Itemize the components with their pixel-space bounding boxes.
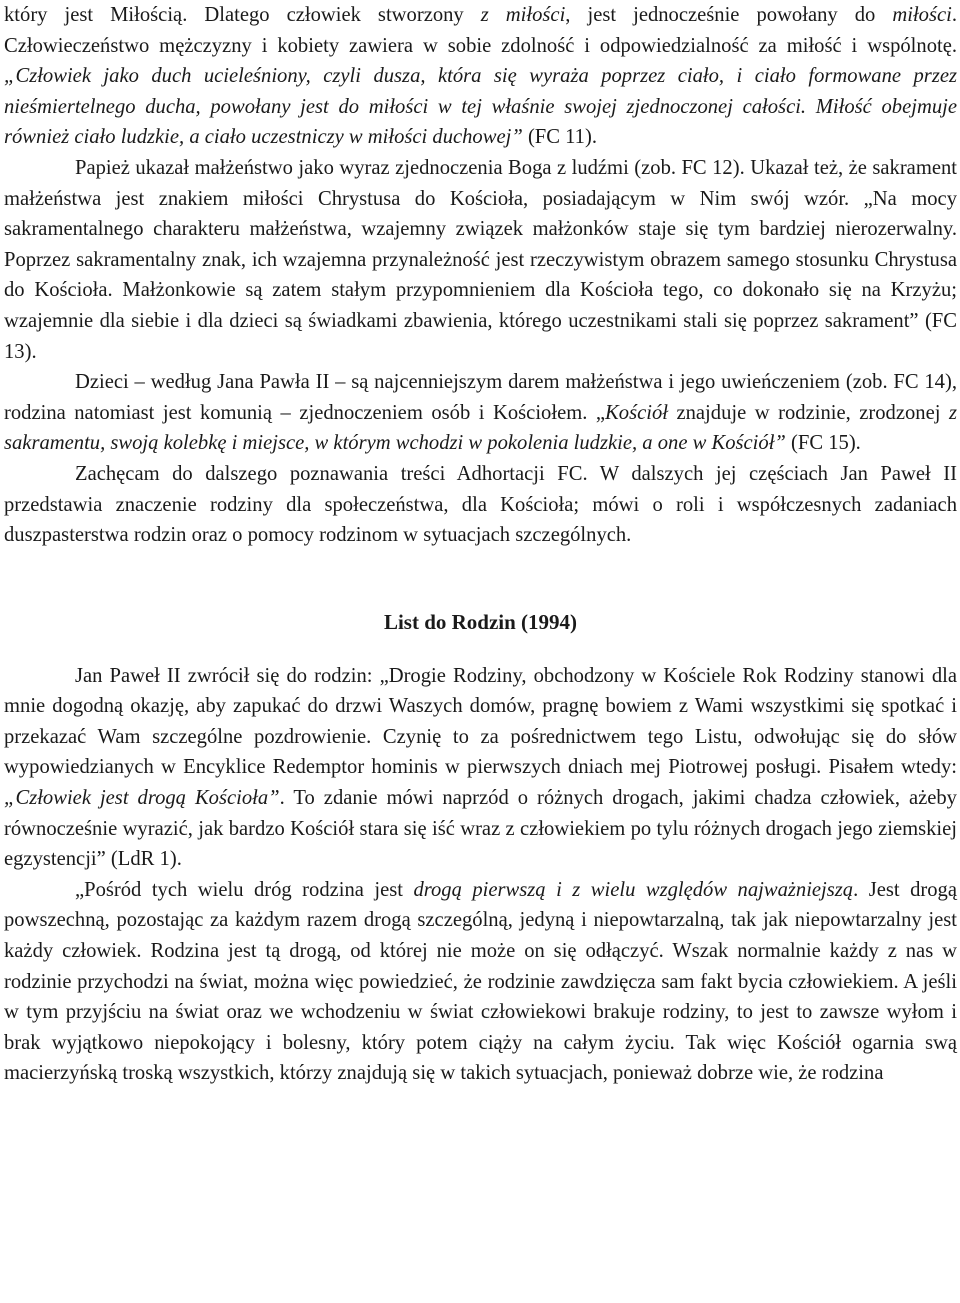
italic-run: Kościół (605, 401, 668, 424)
fc-section (4, 0, 957, 551)
text-run: (FC 11). (522, 126, 597, 149)
ldr-section (4, 607, 957, 1089)
paragraph-fc-love (4, 0, 957, 153)
text-run: Dzieci – według Jana Pawła II – są najcenniejszym darem małżeństwa i jego uwieńczeniem (zob. FC 14), rodzina natomiast jest komunią – zjednoczeniem osób i Kościołem. „ (4, 371, 957, 424)
text-run: . Jest drogą powszechną, pozostając za każdym razem drogą szczególną, jedyną i niepowtarzalną, tak jak niepowtarzalny jest każdy człowiek. Rodzina jest tą drogą, od której nie może on się odłączyć. Wszak normalnie każdy z nas w rodzinie przychodzi na świat, można więc powiedzieć, że rodzinie zawdzięcza sam fakt bycia człowiekiem. A jeśli w tym przyjściu na świat oraz we wchodzeniu w świat człowiekowi brakuje rodziny, to jest to zawsze wyłom i brak wyjątkowo niepokojący i bolesny, który potem ciąży na całym życiu. Tak więc Kościół ogarnia swą macierzyńską troską wszystkich, którzy znajdują się w takich sytuacjach, ponieważ dobrze wie, że rodzina (4, 878, 957, 1085)
paragraph-fc-children (4, 367, 957, 459)
italic-run: „Człowiek jest drogą Kościoła” (4, 787, 280, 810)
text-run: który jest Miłością. Dlatego człowiek stworzony (4, 4, 481, 26)
italic-run: miłości (892, 4, 952, 26)
text-run: . Człowieczeństwo mężczyzny i kobiety zawiera w sobie zdolność i odpowiedzialność za miłość i wspólnotę. (4, 4, 957, 57)
text-run: , jest jednocześnie powołany do (565, 4, 893, 26)
text-run: . To zdanie mówi naprzód o różnych drogach, jakimi chadza człowiek, ażeby równocześnie wyrazić, jak bardzo Kościół stara się iść wraz z człowiekiem po tylu różnych drogach jego ziemskiej egzystencji” (LdR 1). (4, 787, 957, 871)
text-run: „Pośród tych wielu dróg rodzina jest (75, 878, 414, 901)
text-run: Papież ukazał małżeństwo jako wyraz zjednoczenia Boga z ludźmi (zob. FC 12). Ukazał też, że sakrament małżeństwa jest znakiem miłości Chrystusa do Kościoła, posiadającym w Nim swój wzór. „Na mocy sakramentalnego charakteru małżeństwa, wzajemny związek małżonków staje się tym bardziej nierozerwalny. Poprzez sakramentalny znak, ich wzajemna przynależność jest rzeczywistym obrazem samego stosunku Chrystusa do Kościoła. Małżonkowie są zatem stałym przypomnieniem dla Kościoła tego, co dokonało się na Krzyżu; wzajemnie dla siebie i dla dzieci są świadkami zbawienia, którego uczestnikami stali się poprzez sakrament” (FC 13). (4, 156, 957, 363)
italic-run: z sakramentu, swoją kolebkę i miejsce, w którym wchodzi w pokolenia ludzkie, a one w Kościół” (4, 401, 957, 455)
italic-run: z miłości (480, 4, 566, 26)
text-run: Zachęcam do dalszego poznawania treści Adhortacji FC. W dalszych jej częściach Jan Paweł II przedstawia znaczenie rodziny dla społeczeństwa, dla Kościoła; mówi o roli i współczesnych zadaniach duszpasterstwa rodzin oraz o pomocy rodzinom w sytuacjach szczególnych. (4, 462, 957, 547)
paragraph-fc-sacrament (4, 153, 957, 367)
paragraph-fc-encouragement (4, 459, 957, 551)
italic-run: „Człowiek jako duch ucieleśniony, czyli dusza, która się wyraża poprzez ciało, i ciało formowane przez nieśmiertelnego ducha, powołany jest do miłości w tej właśnie swojej zjednoczonej całości. Miłość obejmuje również ciało ludzkie, a ciało uczestniczy w miłości duchowej” (4, 65, 957, 149)
text-run: Jan Paweł II zwrócił się do rodzin: „Drogie Rodziny, obchodzony w Kościele Rok Rodziny stanowi dla mnie dogodną okazję, aby zapukać do drzwi Waszych domów, pragnę bowiem z Wami wszystkimi się spotkać i przekazać Wam szczególne pozdrowienie. Czynię to za pośrednictwem tego Listu, odwołując się do słów wypowiedzianych w Encyklice Redemptor hominis w pierwszych dniach mej Piotrowej posługi. Pisałem wtedy: (4, 664, 957, 779)
italic-run: drogą pierwszą i z wielu względów najważniejszą (413, 878, 854, 901)
paragraph-ldr-way (4, 875, 957, 1089)
paragraph-ldr-greeting (4, 661, 957, 875)
text-run: znajduje w rodzinie, zrodzonej (667, 401, 949, 424)
section-heading: List do Rodzin (1994) (383, 609, 578, 634)
text-run: (FC 15). (785, 432, 861, 455)
